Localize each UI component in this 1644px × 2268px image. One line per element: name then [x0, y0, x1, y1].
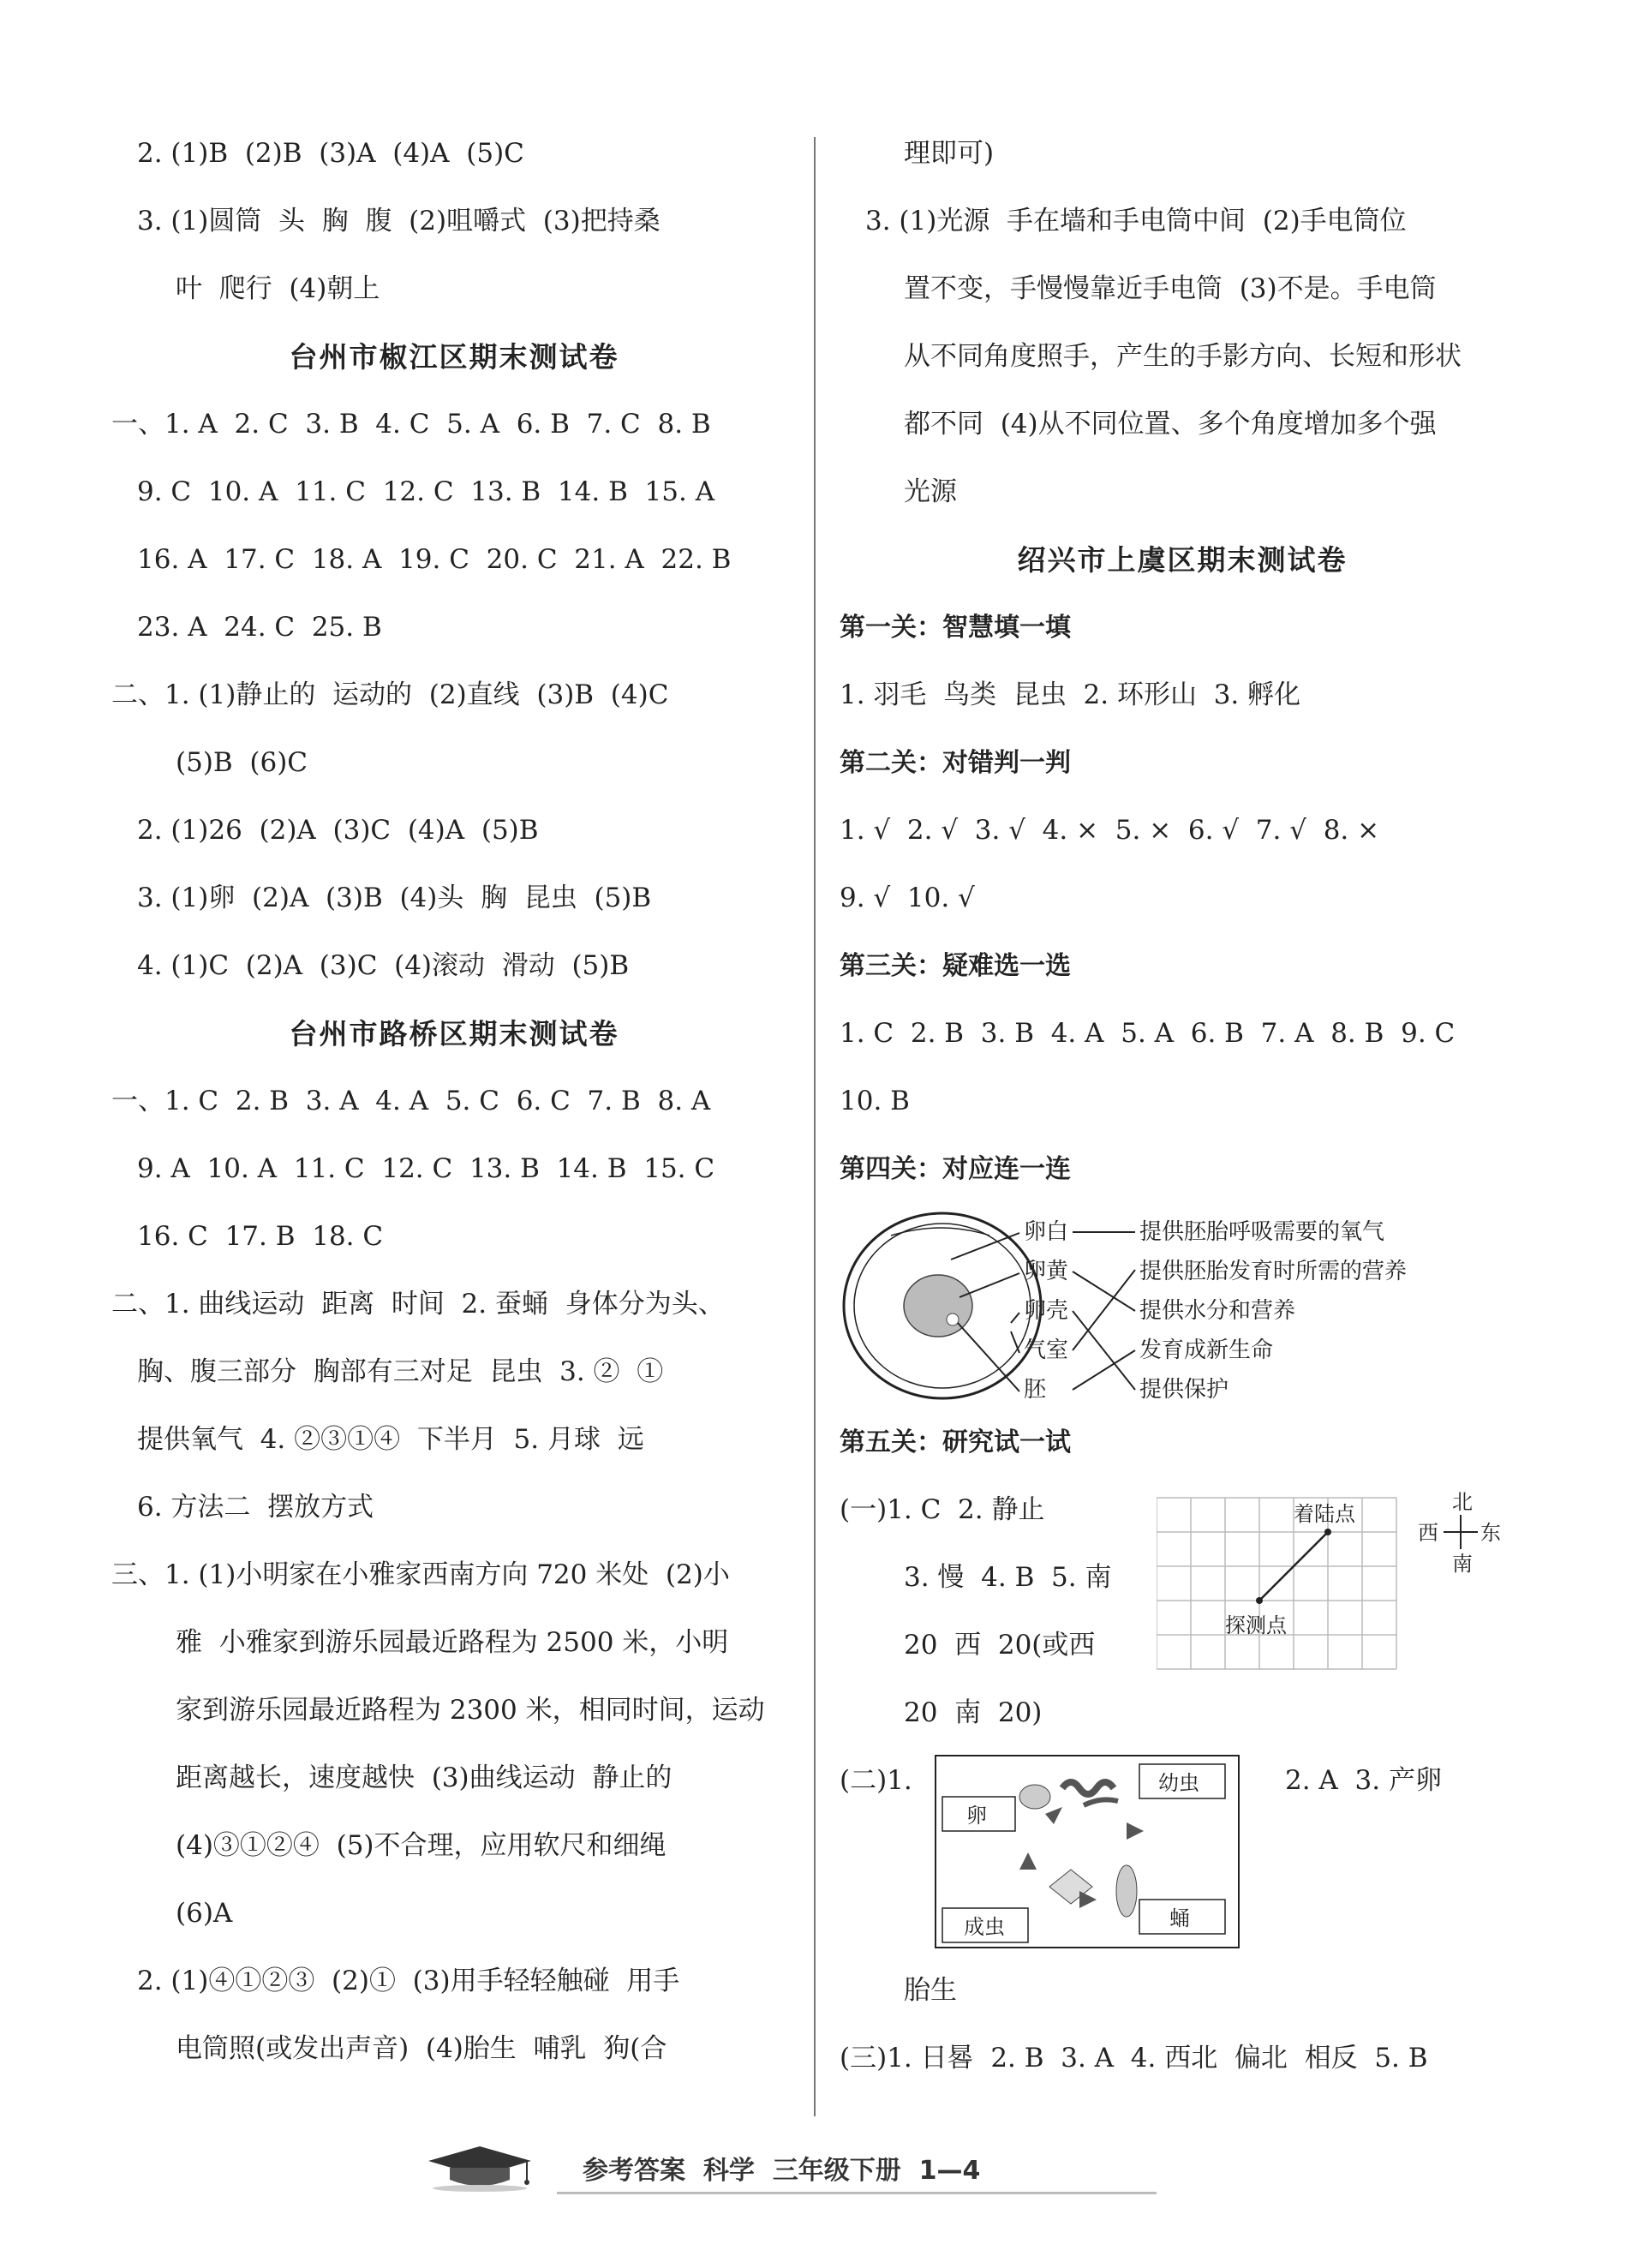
right-column	[840, 120, 1525, 2092]
footer-text: 参考答案 科学 三年级下册 1—4	[583, 2156, 981, 2186]
answer-line: 9. C 10. A 11. C 12. C 13. B 14. B 15. A	[137, 476, 715, 507]
answer-line: 1. √ 2. √ 3. √ 4. × 5. × 6. √ 7. √ 8. ×	[840, 815, 1380, 846]
answer-line: 2. (1)④①②③ (2)① (3)用手轻轻触碰 用手	[137, 1966, 680, 1996]
part-one-answers	[840, 1476, 1165, 1747]
answer-line: 一、1. A 2. C 3. B 4. C 5. A 6. B 7. C 8. B	[111, 409, 711, 440]
east-label: 东	[1480, 1521, 1501, 1545]
silkworm-life-cycle	[934, 1754, 1242, 1951]
answer-line: 从不同角度照手，产生的手影方向、长短和形状	[904, 341, 1462, 372]
landing-label: 着陆点	[1294, 1502, 1355, 1526]
part-labels	[1024, 1219, 1069, 1403]
answer-line: 20 西 20(或西	[904, 1630, 1096, 1661]
landing-point	[1324, 1529, 1331, 1535]
answer-line: 6. 方法二 摆放方式	[137, 1492, 374, 1523]
egg-matching-diagram	[840, 1203, 1525, 1409]
answer-line: 都不同 (4)从不同位置、多个角度增加多个强	[904, 409, 1437, 440]
egg-stage-label: 卵	[966, 1804, 987, 1828]
answer-line: 23. A 24. C 25. B	[137, 612, 382, 643]
answer-line: (一)1. C 2. 静止	[840, 1494, 1045, 1525]
answer-line: 胸、腹三部分 胸部有三对足 昆虫 3. ② ①	[137, 1356, 664, 1387]
graduation-cap-icon	[420, 2142, 540, 2193]
footer-rule	[557, 2192, 1157, 2194]
page-footer	[411, 2142, 1199, 2202]
answer-line: 16. C 17. B 18. C	[137, 1221, 384, 1252]
answer-line: 叶 爬行 (4)朝上	[176, 273, 380, 304]
answer-line: 10. B	[840, 1086, 910, 1116]
answer-line: 3. (1)圆筒 头 胸 腹 (2)咀嚼式 (3)把持桑	[137, 206, 661, 236]
answer-line: (6)A	[176, 1898, 233, 1929]
answer-line: 胎生	[904, 1975, 957, 2006]
part-label: 卵壳	[1024, 1298, 1069, 1324]
answer-line: (5)B (6)C	[176, 747, 308, 778]
function-label: 发育成新生命	[1139, 1337, 1274, 1363]
level-heading: 第一关：智慧填一填	[840, 613, 1071, 643]
answer-line: 9. A 10. A 11. C 12. C 13. B 14. B 15. C	[137, 1153, 715, 1184]
answer-line: 2. (1)B (2)B (3)A (4)A (5)C	[137, 138, 524, 169]
part-label: 卵白	[1024, 1219, 1069, 1245]
compass	[1418, 1490, 1501, 1576]
level-heading: 第三关：疑难选一选	[840, 951, 1071, 981]
answer-line: 9. √ 10. √	[840, 883, 975, 913]
answer-line: 雅 小雅家到游乐园最近路程为 2500 米，小明	[176, 1627, 729, 1658]
pupa-stage-label: 蛹	[1169, 1906, 1190, 1930]
answer-line: 电筒照(或发出声音) (4)胎生 哺乳 狗(合	[176, 2033, 667, 2064]
level-heading: 第四关：对应连一连	[840, 1154, 1071, 1184]
column-divider	[814, 137, 816, 2116]
answer-line: 3. (1)卵 (2)A (3)B (4)头 胸 昆虫 (5)B	[137, 883, 652, 913]
answer-line: 二、1. 曲线运动 距离 时间 2. 蚕蛹 身体分为头、	[111, 1289, 725, 1320]
egg-diagram-svg	[840, 1203, 1456, 1409]
answer-line: 20 南 20)	[904, 1697, 1043, 1728]
level-heading: 第二关：对错判一判	[840, 748, 1071, 778]
function-label: 提供胚胎呼吸需要的氧气	[1139, 1219, 1385, 1245]
answer-line: 一、1. C 2. B 3. A 4. A 5. C 6. C 7. B 8. A	[111, 1086, 711, 1116]
adult-stage-label: 成虫	[964, 1915, 1005, 1939]
north-label: 北	[1452, 1490, 1473, 1514]
function-label: 提供水分和营养	[1139, 1298, 1296, 1324]
part-one-block	[840, 1476, 1525, 1747]
answer-line: 三、1. (1)小明家在小雅家西南方向 720 米处 (2)小	[111, 1559, 730, 1590]
answer-line: 2. (1)26 (2)A (3)C (4)A (5)B	[137, 815, 539, 846]
part-label: 气室	[1024, 1337, 1069, 1363]
egg-cluster-icon	[1019, 1785, 1050, 1809]
level-heading: 第五关：研究试一试	[840, 1427, 1071, 1457]
function-labels	[1139, 1219, 1407, 1403]
answer-line: (三)1. 日晷 2. B 3. A 4. 西北 偏北 相反 5. B	[840, 2043, 1428, 2074]
direction-grid-map	[1157, 1485, 1533, 1691]
answer-line: 二、1. (1)静止的 运动的 (2)直线 (3)B (4)C	[111, 679, 669, 710]
answer-line: 4. (1)C (2)A (3)C (4)滚动 滑动 (5)B	[137, 950, 630, 981]
embryo-spot	[947, 1314, 959, 1325]
pupa-drawing	[1116, 1865, 1137, 1917]
answer-line: 提供氧气 4. ②③①④ 下半月 5. 月球 远	[137, 1424, 644, 1455]
answer-line: 3. (1)光源 手在墙和手电筒中间 (2)手电筒位	[865, 206, 1407, 236]
larva-stage-label: 幼虫	[1158, 1771, 1199, 1795]
part-label: 卵黄	[1024, 1259, 1069, 1284]
answer-line: 置不变，手慢慢靠近手电筒 (3)不是。手电筒	[904, 273, 1437, 304]
answer-line: 1. C 2. B 3. B 4. A 5. A 6. B 7. A 8. B 9. C	[840, 1018, 1456, 1049]
left-column	[111, 120, 797, 2083]
south-label: 南	[1452, 1552, 1473, 1576]
probe-point	[1256, 1597, 1263, 1604]
function-label: 提供保护	[1139, 1377, 1229, 1403]
west-label: 西	[1418, 1521, 1438, 1545]
answer-line: 1. 羽毛 鸟类 昆虫 2. 环形山 3. 孵化	[840, 679, 1301, 710]
answer-line: 距离越长，速度越快 (3)曲线运动 静止的	[176, 1762, 673, 1793]
part-two-block	[840, 1747, 1525, 1957]
part-two-label: (二)1.	[840, 1765, 912, 1796]
answer-line: 理即可)	[904, 138, 995, 169]
part-label: 胚	[1024, 1377, 1047, 1403]
section-title: 台州市椒江区期末测试卷	[289, 340, 619, 374]
section-title: 绍兴市上虞区期末测试卷	[1017, 543, 1348, 577]
answer-line: 3. 慢 4. B 5. 南	[904, 1562, 1112, 1593]
answer-line: 光源	[904, 476, 957, 507]
match-lines	[1073, 1232, 1135, 1390]
section-title: 台州市路桥区期末测试卷	[289, 1017, 619, 1050]
answer-line: (4)③①②④ (5)不合理，应用软尺和细绳	[176, 1830, 667, 1861]
answer-line: 16. A 17. C 18. A 19. C 20. C 21. A 22. B	[137, 544, 732, 575]
probe-label: 探测点	[1225, 1613, 1287, 1637]
function-label: 提供胚胎发育时所需的营养	[1139, 1259, 1408, 1284]
part-two-answers: 2. A 3. 产卵	[1285, 1765, 1442, 1796]
answer-line: 家到游乐园最近路程为 2300 米，相同时间，运动	[176, 1695, 765, 1726]
